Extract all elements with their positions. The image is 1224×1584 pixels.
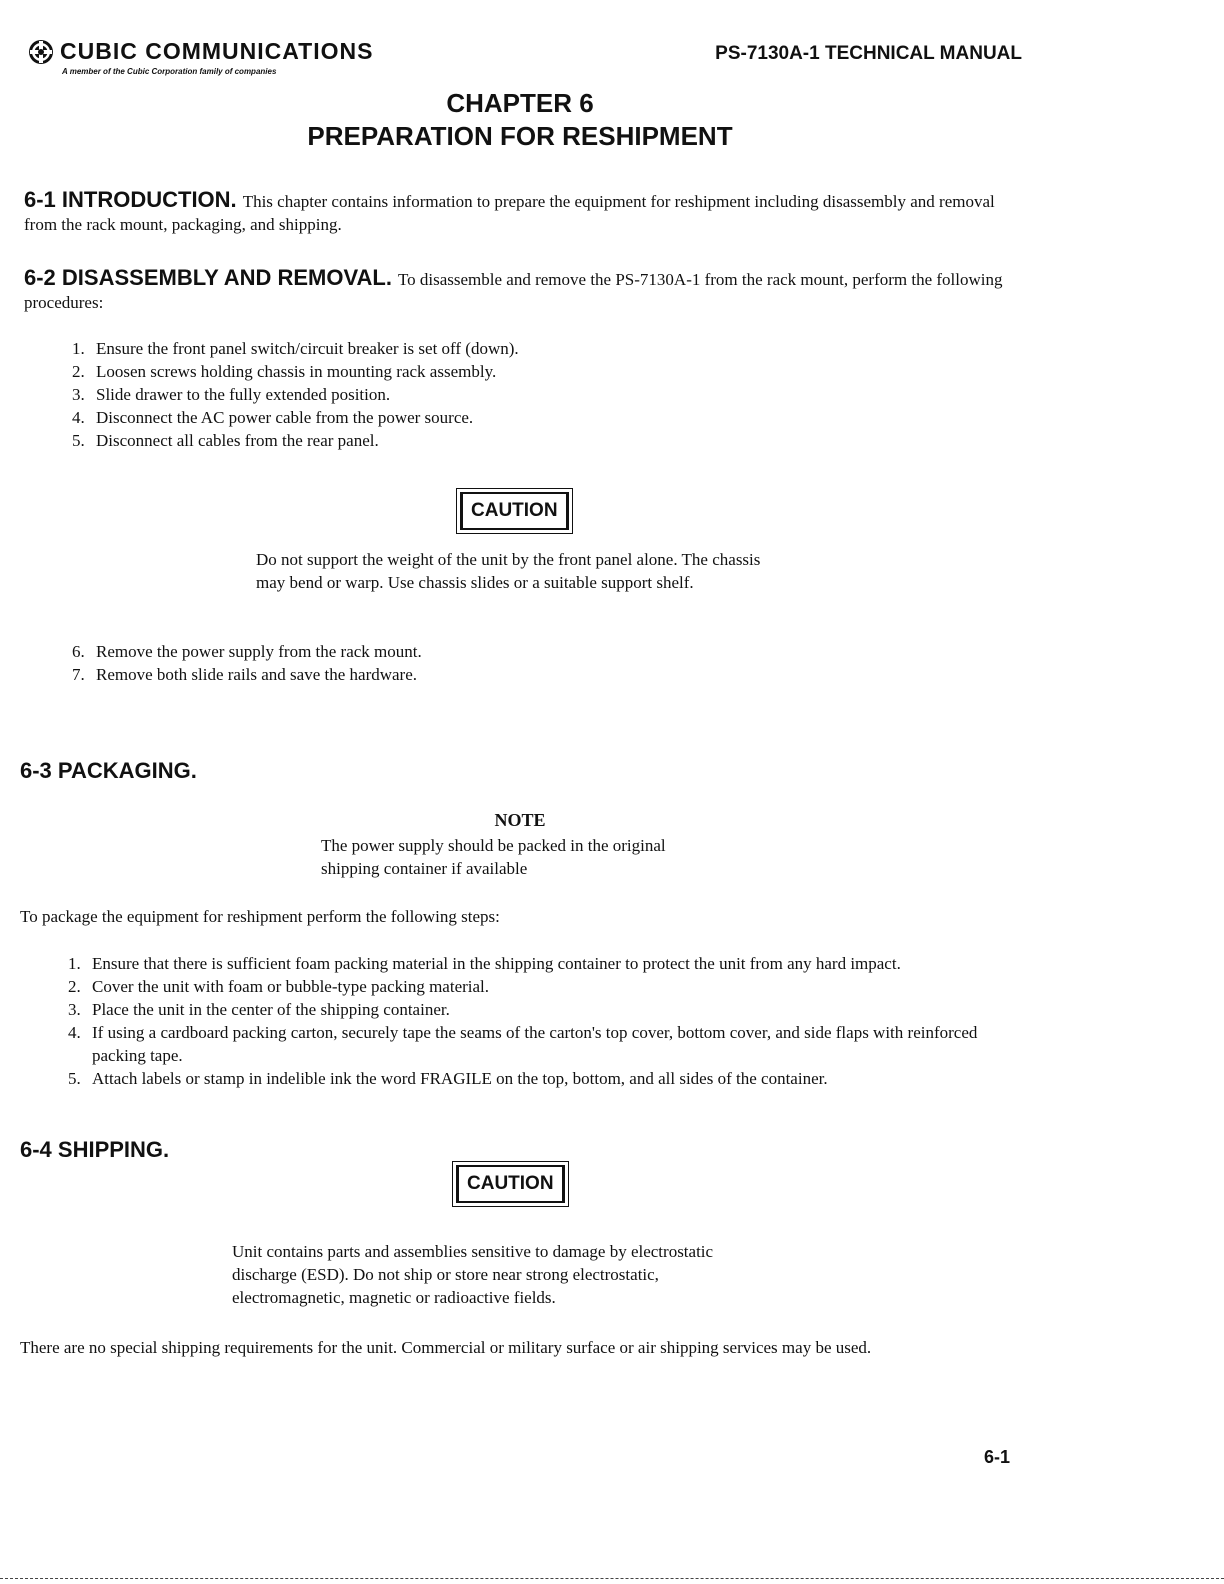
section-text: To disassemble and remove the PS-7130A-1 from the rack mount, perform the following procedures: — [24, 270, 1003, 312]
list-item-number: 1. — [68, 954, 81, 973]
section-heading: 6-2 DISASSEMBLY AND REMOVAL. — [24, 265, 392, 290]
section-heading: 6-1 INTRODUCTION. — [24, 187, 237, 212]
list-item — [72, 640, 972, 663]
list-item — [72, 406, 972, 429]
list-item-text: Remove the power supply from the rack mount. — [96, 642, 422, 661]
list-item-text: Slide drawer to the fully extended position. — [96, 385, 391, 404]
list-item — [72, 360, 972, 383]
list-item-number: 2. — [72, 362, 85, 381]
list-item-number: 2. — [68, 977, 81, 996]
cubic-logo-icon — [28, 39, 54, 65]
note-text: The power supply should be packed in the original shipping container if available — [321, 836, 666, 878]
packaging-steps-list — [68, 952, 1028, 1090]
list-item — [72, 429, 972, 452]
section-heading-packaging: 6-3 PACKAGING. — [20, 758, 197, 783]
list-item — [68, 975, 1028, 998]
list-item-text: Cover the unit with foam or bubble-type packing material. — [92, 977, 490, 996]
list-item — [68, 952, 1028, 975]
list-item — [72, 337, 972, 360]
brand-tagline: A member of the Cubic Corporation family of companies — [62, 67, 277, 76]
chapter-number: CHAPTER 6 — [446, 88, 594, 118]
list-item — [68, 998, 1028, 1021]
section-introduction — [24, 188, 1024, 236]
caution-text: Do not support the weight of the unit by the front panel alone. The chassis may bend or warp. Use chassis slides or a suitable support shelf. — [256, 550, 761, 592]
list-item — [68, 1021, 1028, 1067]
manual-title: PS-7130A-1 TECHNICAL MANUAL — [715, 43, 1022, 64]
bottom-rule — [0, 1578, 1224, 1579]
list-item-text: Loosen screws holding chassis in mounting rack assembly. — [96, 362, 497, 381]
list-item-text: Attach labels or stamp in indelible ink the word FRAGILE on the top, bottom, and all sides of the container. — [92, 1069, 828, 1088]
note-title: NOTE — [494, 810, 546, 830]
caution-box — [452, 1161, 569, 1207]
list-item-number: 1. — [72, 339, 85, 358]
list-item-text: Disconnect all cables from the rear panel. — [96, 431, 379, 450]
list-item-number: 5. — [68, 1069, 81, 1088]
section-text: This chapter contains information to prepare the equipment for reshipment including disassembly and removal from the rack mount, packaging, and shipping. — [24, 192, 995, 234]
list-item-number: 7. — [72, 665, 85, 684]
list-item-text: Disconnect the AC power cable from the power source. — [96, 408, 474, 427]
caution-text: Unit contains parts and assemblies sensitive to damage by electrostatic discharge (ESD). Do not ship or store near strong electrostatic, electromagnetic, magnetic or radioactive fields. — [232, 1242, 714, 1307]
list-item-text: If using a cardboard packing carton, securely tape the seams of the carton's top cover, bottom cover, and side flaps with reinforced packing tape. — [92, 1023, 978, 1065]
caution-box — [456, 488, 573, 534]
list-item — [72, 663, 972, 686]
list-item — [72, 383, 972, 406]
packaging-intro: To package the equipment for reshipment perform the following steps: — [20, 907, 500, 926]
list-item-text: Ensure the front panel switch/circuit breaker is set off (down). — [96, 339, 519, 358]
section-disassembly — [24, 266, 1024, 314]
list-item-number: 3. — [72, 385, 85, 404]
disassembly-steps-list — [72, 337, 972, 452]
page-number: 6-1 — [983, 1447, 1010, 1467]
brand-logo — [28, 38, 373, 65]
brand-name: CUBIC COMMUNICATIONS — [60, 38, 374, 64]
list-item-text: Place the unit in the center of the shipping container. — [92, 1000, 450, 1019]
list-item-text: Ensure that there is sufficient foam packing material in the shipping container to protect the unit from any hard impact. — [92, 954, 901, 973]
list-item-number: 3. — [68, 1000, 81, 1019]
chapter-title: PREPARATION FOR RESHIPMENT — [307, 121, 733, 151]
list-item — [68, 1067, 1028, 1090]
list-item-number: 4. — [68, 1023, 81, 1042]
disassembly-steps-list-continued — [72, 640, 972, 686]
list-item-number: 4. — [72, 408, 85, 427]
caution-label: CAUTION — [456, 1165, 565, 1203]
list-item-text: Remove both slide rails and save the hardware. — [96, 665, 418, 684]
section-heading-shipping: 6-4 SHIPPING. — [20, 1137, 170, 1162]
shipping-text: There are no special shipping requirements for the unit. Commercial or military surface or air shipping services may be used. — [20, 1338, 872, 1357]
caution-label: CAUTION — [460, 492, 569, 530]
list-item-number: 5. — [72, 431, 85, 450]
list-item-number: 6. — [72, 642, 85, 661]
